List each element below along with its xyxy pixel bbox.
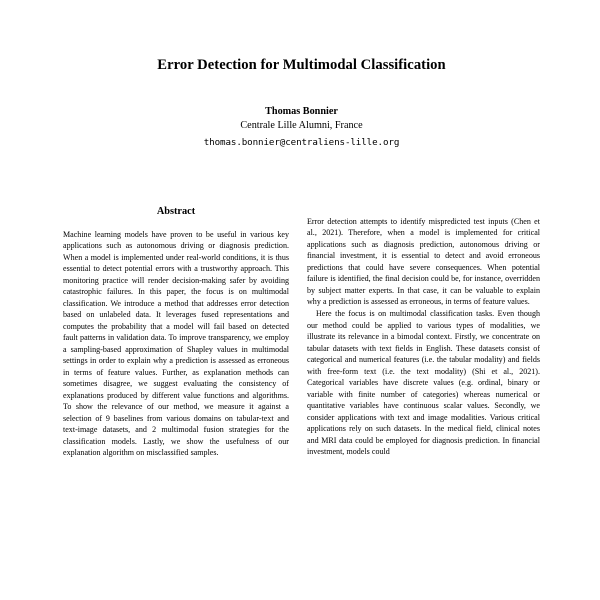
author-affiliation: Centrale Lille Alumni, France xyxy=(240,120,363,131)
intro-paragraph-1: Error detection attempts to identify mispredicted test inputs (Chen et al., 2021). Therefore, when a model is implemented for critical applications such as diagnosis prediction, autonomous driving or financial investment, it is essential to detect and avoid erroneous predictions that could have severe consequences. When potential failure is identified, the final decision could be, for instance, overridden by subject matter experts. In that case, it can be valuable to explain why a prediction is assessed as erroneous, in terms of feature values. xyxy=(307,217,540,307)
author-email: thomas.bonnier@centraliens-lille.org xyxy=(203,136,400,148)
right-column xyxy=(307,205,540,600)
abstract-paragraph: Machine learning models have proven to be useful in various key applications such as autonomous driving or diagnosis prediction. When a model is implemented under real-world conditions, it is thus essential to detect potential errors with a trustworthy approach. This monitoring practice will render decision-making safer by avoiding catastrophic failures. In this paper, the focus is on multimodal classification. We introduce a method that addresses error detection based on unlabeled data. It leverages fused representations and computes the probability that a model will fail based on detected fault patterns in validation data. To improve transparency, we employ a sampling-based approximation of Shapley values in multimodal settings in order to explain why a prediction is assessed as erroneous in terms of feature values. Further, as explanation methods can sometimes disagree, we suggest evaluating the consistency of explanations produced by different value functions and algorithms. To show the relevance of our method, we measure it against a selection of 9 baselines from various domains on tabular-text and text-image datasets, and 2 multimodal fusion strategies for the classification models. Lastly, we show the usefulness of our explanation algorithm on misclassified samples. xyxy=(63,230,289,458)
page-title: Error Detection for Multimodal Classification xyxy=(157,57,446,73)
intro-paragraph-2: Here the focus is on multimodal classification tasks. Even though our method could be applied to various types of modalities, we illustrate its relevance in a bimodal context. Firstly, we concentrate on tabular datasets with text fields in English. These datasets consist of categorical and numerical features (i.e. the tabular modality) and fields with free-form text (i.e. the text modality) (Shi et al., 2021). Categorical variables have discrete values (e.g. ordinal, binary or variable with finite number of categories) whereas numerical or quantitative variables have continuous scalar values. Secondly, we consider applications with text and image modalities. Various critical applications rely on such datasets. In the medical field, clinical notes and MRI data could be employed for diagnosis prediction. In financial investment, models could xyxy=(307,309,540,457)
body-columns xyxy=(0,205,600,600)
author-block xyxy=(63,105,540,150)
paper-header xyxy=(63,56,540,150)
left-column xyxy=(63,205,289,600)
abstract-heading: Abstract xyxy=(156,206,196,217)
author-name: Thomas Bonnier xyxy=(265,106,338,117)
